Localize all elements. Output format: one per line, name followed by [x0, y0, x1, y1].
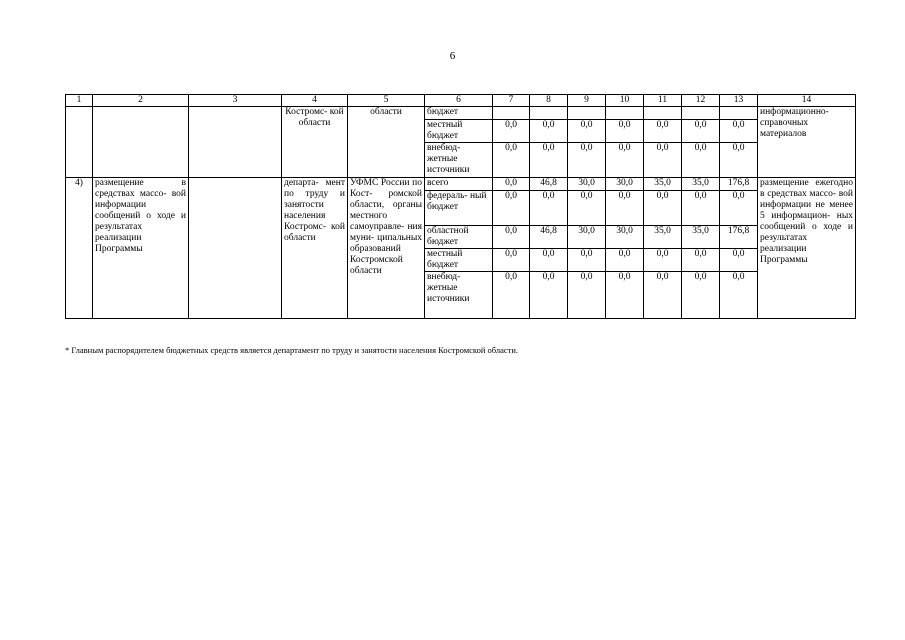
cell-value: 0,0 [493, 120, 530, 143]
cell-value: 30,0 [568, 226, 606, 249]
cell-source: внебюд- жетные источники [425, 143, 493, 178]
cell-source: областной бюджет [425, 226, 493, 249]
header-cell: 12 [682, 95, 720, 107]
cell-value [493, 107, 530, 120]
cell-value: 0,0 [720, 191, 758, 226]
cell-value [644, 107, 682, 120]
cell-measure [93, 107, 189, 178]
cell-value: 0,0 [682, 120, 720, 143]
cell-value: 176,8 [720, 226, 758, 249]
cell-value: 30,0 [606, 226, 644, 249]
cell-value: 0,0 [644, 120, 682, 143]
cell-value: 0,0 [530, 272, 568, 319]
cell-value: 0,0 [606, 272, 644, 319]
cell-source: внебюд- жетные источники [425, 272, 493, 319]
cell-value: 0,0 [720, 143, 758, 178]
header-row [66, 95, 856, 107]
cell-value: 0,0 [568, 272, 606, 319]
cell-value [568, 107, 606, 120]
cell-value [606, 107, 644, 120]
header-cell: 4 [282, 95, 348, 107]
cell-value: 0,0 [682, 272, 720, 319]
header-cell: 13 [720, 95, 758, 107]
cell-num [66, 107, 93, 178]
cell-value: 0,0 [644, 249, 682, 272]
cell-value: 0,0 [493, 249, 530, 272]
cell-value: 0,0 [644, 272, 682, 319]
cell-value: 0,0 [493, 191, 530, 226]
cell-value: 176,8 [720, 178, 758, 191]
cell-value: 0,0 [606, 143, 644, 178]
cell-value: 0,0 [493, 178, 530, 191]
cell-value: 0,0 [720, 272, 758, 319]
cell-value: 0,0 [682, 191, 720, 226]
cell-result: размещение ежегодно в средствах массо- вой информации не менее 5 информацион- ных сообщений о ходе и результатах реализации Программы [758, 178, 856, 319]
header-cell: 2 [93, 95, 189, 107]
cell-value: 0,0 [606, 191, 644, 226]
header-cell: 3 [189, 95, 282, 107]
cell-value: 35,0 [644, 178, 682, 191]
footnote: * Главным распорядителем бюджетных средств является департамент по труду и занятости населения Костромской области. [65, 345, 519, 355]
header-cell: 6 [425, 95, 493, 107]
cell-source: всего [425, 178, 493, 191]
cell-col3 [189, 107, 282, 178]
cell-value: 35,0 [682, 178, 720, 191]
cell-value: 35,0 [644, 226, 682, 249]
cell-value: 0,0 [682, 249, 720, 272]
cell-value: 0,0 [493, 226, 530, 249]
header-cell: 5 [348, 95, 425, 107]
table-row [66, 107, 856, 120]
cell-value: 0,0 [493, 143, 530, 178]
cell-num: 4) [66, 178, 93, 319]
cell-executor: Костромс- кой области [282, 107, 348, 178]
header-cell: 8 [530, 95, 568, 107]
cell-value: 0,0 [568, 143, 606, 178]
cell-coexecutor: области [348, 107, 425, 178]
cell-col3 [189, 178, 282, 319]
page-number: 6 [449, 50, 456, 62]
cell-executor: департа- мент по труду и занятости населения Костромс- кой области [282, 178, 348, 319]
cell-value: 0,0 [530, 249, 568, 272]
cell-value: 0,0 [606, 120, 644, 143]
cell-value: 35,0 [682, 226, 720, 249]
cell-value: 30,0 [568, 178, 606, 191]
header-cell: 9 [568, 95, 606, 107]
cell-value [682, 107, 720, 120]
header-cell: 11 [644, 95, 682, 107]
cell-value: 0,0 [644, 143, 682, 178]
cell-source: местный бюджет [425, 120, 493, 143]
cell-source: местный бюджет [425, 249, 493, 272]
cell-coexecutor: УФМС России по Кост- ромской области, органы местного самоуправле- ния муни- ципальных образований Костромской области [348, 178, 425, 319]
cell-value: 0,0 [568, 191, 606, 226]
cell-value: 30,0 [606, 178, 644, 191]
cell-value: 0,0 [530, 191, 568, 226]
header-cell: 10 [606, 95, 644, 107]
cell-value [530, 107, 568, 120]
header-cell: 7 [493, 95, 530, 107]
cell-value: 0,0 [720, 120, 758, 143]
cell-value: 0,0 [530, 143, 568, 178]
cell-value: 0,0 [606, 249, 644, 272]
program-table [65, 94, 856, 319]
cell-value: 46,8 [530, 226, 568, 249]
cell-value: 0,0 [530, 120, 568, 143]
cell-measure: размещение в средствах массо- вой информации сообщений о ходе и результатах реализации Программы [93, 178, 189, 319]
table-row [66, 178, 856, 191]
cell-value: 46,8 [530, 178, 568, 191]
cell-value: 0,0 [568, 249, 606, 272]
header-cell: 14 [758, 95, 856, 107]
cell-value: 0,0 [644, 191, 682, 226]
cell-value: 0,0 [682, 143, 720, 178]
cell-value [720, 107, 758, 120]
cell-value: 0,0 [720, 249, 758, 272]
cell-result: информационно- справочных материалов [758, 107, 856, 178]
cell-source: федераль- ный бюджет [425, 191, 493, 226]
header-cell: 1 [66, 95, 93, 107]
cell-value: 0,0 [568, 120, 606, 143]
cell-value: 0,0 [493, 272, 530, 319]
cell-source: бюджет [425, 107, 493, 120]
